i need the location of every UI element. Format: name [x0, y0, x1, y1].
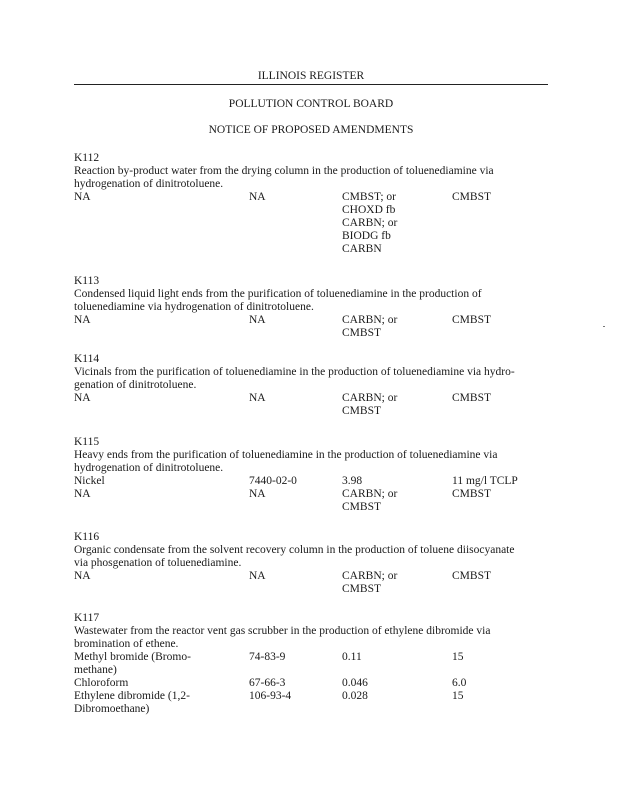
wastewater-standard-cell: CARBN; or [342, 570, 398, 582]
nonwastewater-standard-cell: 15 [452, 651, 464, 663]
table-row [74, 690, 548, 703]
wastewater-standard-cell: CMBST [342, 583, 381, 595]
waste-code: K112 [74, 152, 100, 164]
waste-description-line: bromination of ethene. [74, 638, 179, 650]
cas-number-cell: NA [249, 392, 266, 404]
table-row [74, 664, 548, 677]
waste-description-line: hydrogenation of dinitrotoluene. [74, 178, 224, 190]
wastewater-standard-cell: CMBST; or [342, 191, 397, 203]
wastewater-standard-cell: 0.11 [342, 651, 362, 663]
cas-number-cell: 106-93-4 [249, 690, 292, 702]
waste-description-line: Condensed liquid light ends from the purification of toluenediamine in the production of [74, 288, 482, 300]
cas-number-cell: 7440-02-0 [249, 475, 297, 487]
table-row [74, 475, 548, 488]
waste-description-line: Organic condensate from the solvent recovery column in the production of toluene diisocyanate [74, 544, 515, 556]
header-rule [74, 84, 548, 85]
constituent-cell: NA [74, 570, 91, 582]
nonwastewater-standard-cell: 6.0 [452, 677, 467, 689]
nonwastewater-standard-cell: CMBST [452, 570, 491, 582]
constituent-cell: NA [74, 392, 91, 404]
waste-code: K115 [74, 436, 100, 448]
table-row [74, 204, 548, 217]
constituent-cell: methane) [74, 664, 117, 676]
table-row [74, 703, 548, 716]
table-row [74, 405, 548, 418]
table-row [74, 243, 548, 256]
wastewater-standard-cell: CARBN [342, 243, 382, 255]
waste-section-k115 [74, 436, 548, 514]
nonwastewater-standard-cell: 15 [452, 690, 464, 702]
constituent-cell: Chloroform [74, 677, 129, 689]
cas-number-cell: NA [249, 314, 266, 326]
table-row [74, 327, 548, 340]
wastewater-standard-cell: CHOXD fb [342, 204, 396, 216]
table-row [74, 392, 548, 405]
register-title: ILLINOIS REGISTER [257, 70, 365, 82]
wastewater-standard-cell: CARBN; or [342, 488, 398, 500]
waste-description-line: Heavy ends from the purification of toluenediamine in the production of toluenediamine via [74, 449, 498, 461]
wastewater-standard-cell: 3.98 [342, 475, 363, 487]
constituent-cell: NA [74, 191, 91, 203]
table-row [74, 677, 548, 690]
table-row [74, 501, 548, 514]
waste-description-line: genation of dinitrotoluene. [74, 379, 197, 391]
board-name: POLLUTION CONTROL BOARD [228, 98, 394, 110]
waste-code: K114 [74, 353, 100, 365]
wastewater-standard-cell: CMBST [342, 327, 381, 339]
wastewater-standard-cell: CARBN; or [342, 217, 398, 229]
notice-title: NOTICE OF PROPOSED AMENDMENTS [208, 124, 414, 136]
constituent-cell: NA [74, 314, 91, 326]
nonwastewater-standard-cell: CMBST [452, 488, 491, 500]
cas-number-cell: NA [249, 570, 266, 582]
waste-code: K116 [74, 531, 100, 543]
wastewater-standard-cell: BIODG fb [342, 230, 391, 242]
table-row [74, 314, 548, 327]
constituent-cell: Ethylene dibromide (1,2- [74, 690, 190, 702]
waste-description-line: hydrogenation of dinitrotoluene. [74, 462, 224, 474]
wastewater-standard-cell: CMBST [342, 501, 381, 513]
waste-code: K117 [74, 612, 100, 624]
table-row [74, 230, 548, 243]
wastewater-standard-cell: CARBN; or [342, 314, 398, 326]
waste-section-k117 [74, 612, 548, 716]
table-row [74, 191, 548, 204]
waste-description-line: Wastewater from the reactor vent gas scrubber in the production of ethylene dibromide via [74, 625, 491, 637]
cas-number-cell: 67-66-3 [249, 677, 286, 689]
waste-description-line: toluenediamine via hydrogenation of dinitrotoluene. [74, 301, 314, 313]
wastewater-standard-cell: 0.028 [342, 690, 368, 702]
waste-section-k116 [74, 531, 548, 596]
stray-mark [603, 326, 605, 327]
wastewater-standard-cell: CARBN; or [342, 392, 398, 404]
waste-code: K113 [74, 275, 100, 287]
wastewater-standard-cell: 0.046 [342, 677, 368, 689]
waste-section-k114 [74, 353, 548, 418]
nonwastewater-standard-cell: CMBST [452, 191, 491, 203]
waste-description-line: via phosgenation of toluenediamine. [74, 557, 242, 569]
constituent-cell: NA [74, 488, 91, 500]
waste-description-line: Vicinals from the purification of toluenediamine in the production of toluenediamine via hydro- [74, 366, 515, 378]
cas-number-cell: NA [249, 191, 266, 203]
cas-number-cell: 74-83-9 [249, 651, 286, 663]
wastewater-standard-cell: CMBST [342, 405, 381, 417]
constituent-cell: Dibromoethane) [74, 703, 150, 715]
constituent-cell: Methyl bromide (Bromo- [74, 651, 191, 663]
table-row [74, 583, 548, 596]
table-row [74, 570, 548, 583]
table-row [74, 217, 548, 230]
table-row [74, 651, 548, 664]
waste-section-k113 [74, 275, 548, 340]
cas-number-cell: NA [249, 488, 266, 500]
nonwastewater-standard-cell: 11 mg/l TCLP [452, 475, 518, 487]
constituent-cell: Nickel [74, 475, 105, 487]
nonwastewater-standard-cell: CMBST [452, 314, 491, 326]
table-row [74, 488, 548, 501]
waste-description-line: Reaction by-product water from the drying column in the production of toluenediamine via [74, 165, 494, 177]
waste-section-k112 [74, 152, 548, 256]
nonwastewater-standard-cell: CMBST [452, 392, 491, 404]
